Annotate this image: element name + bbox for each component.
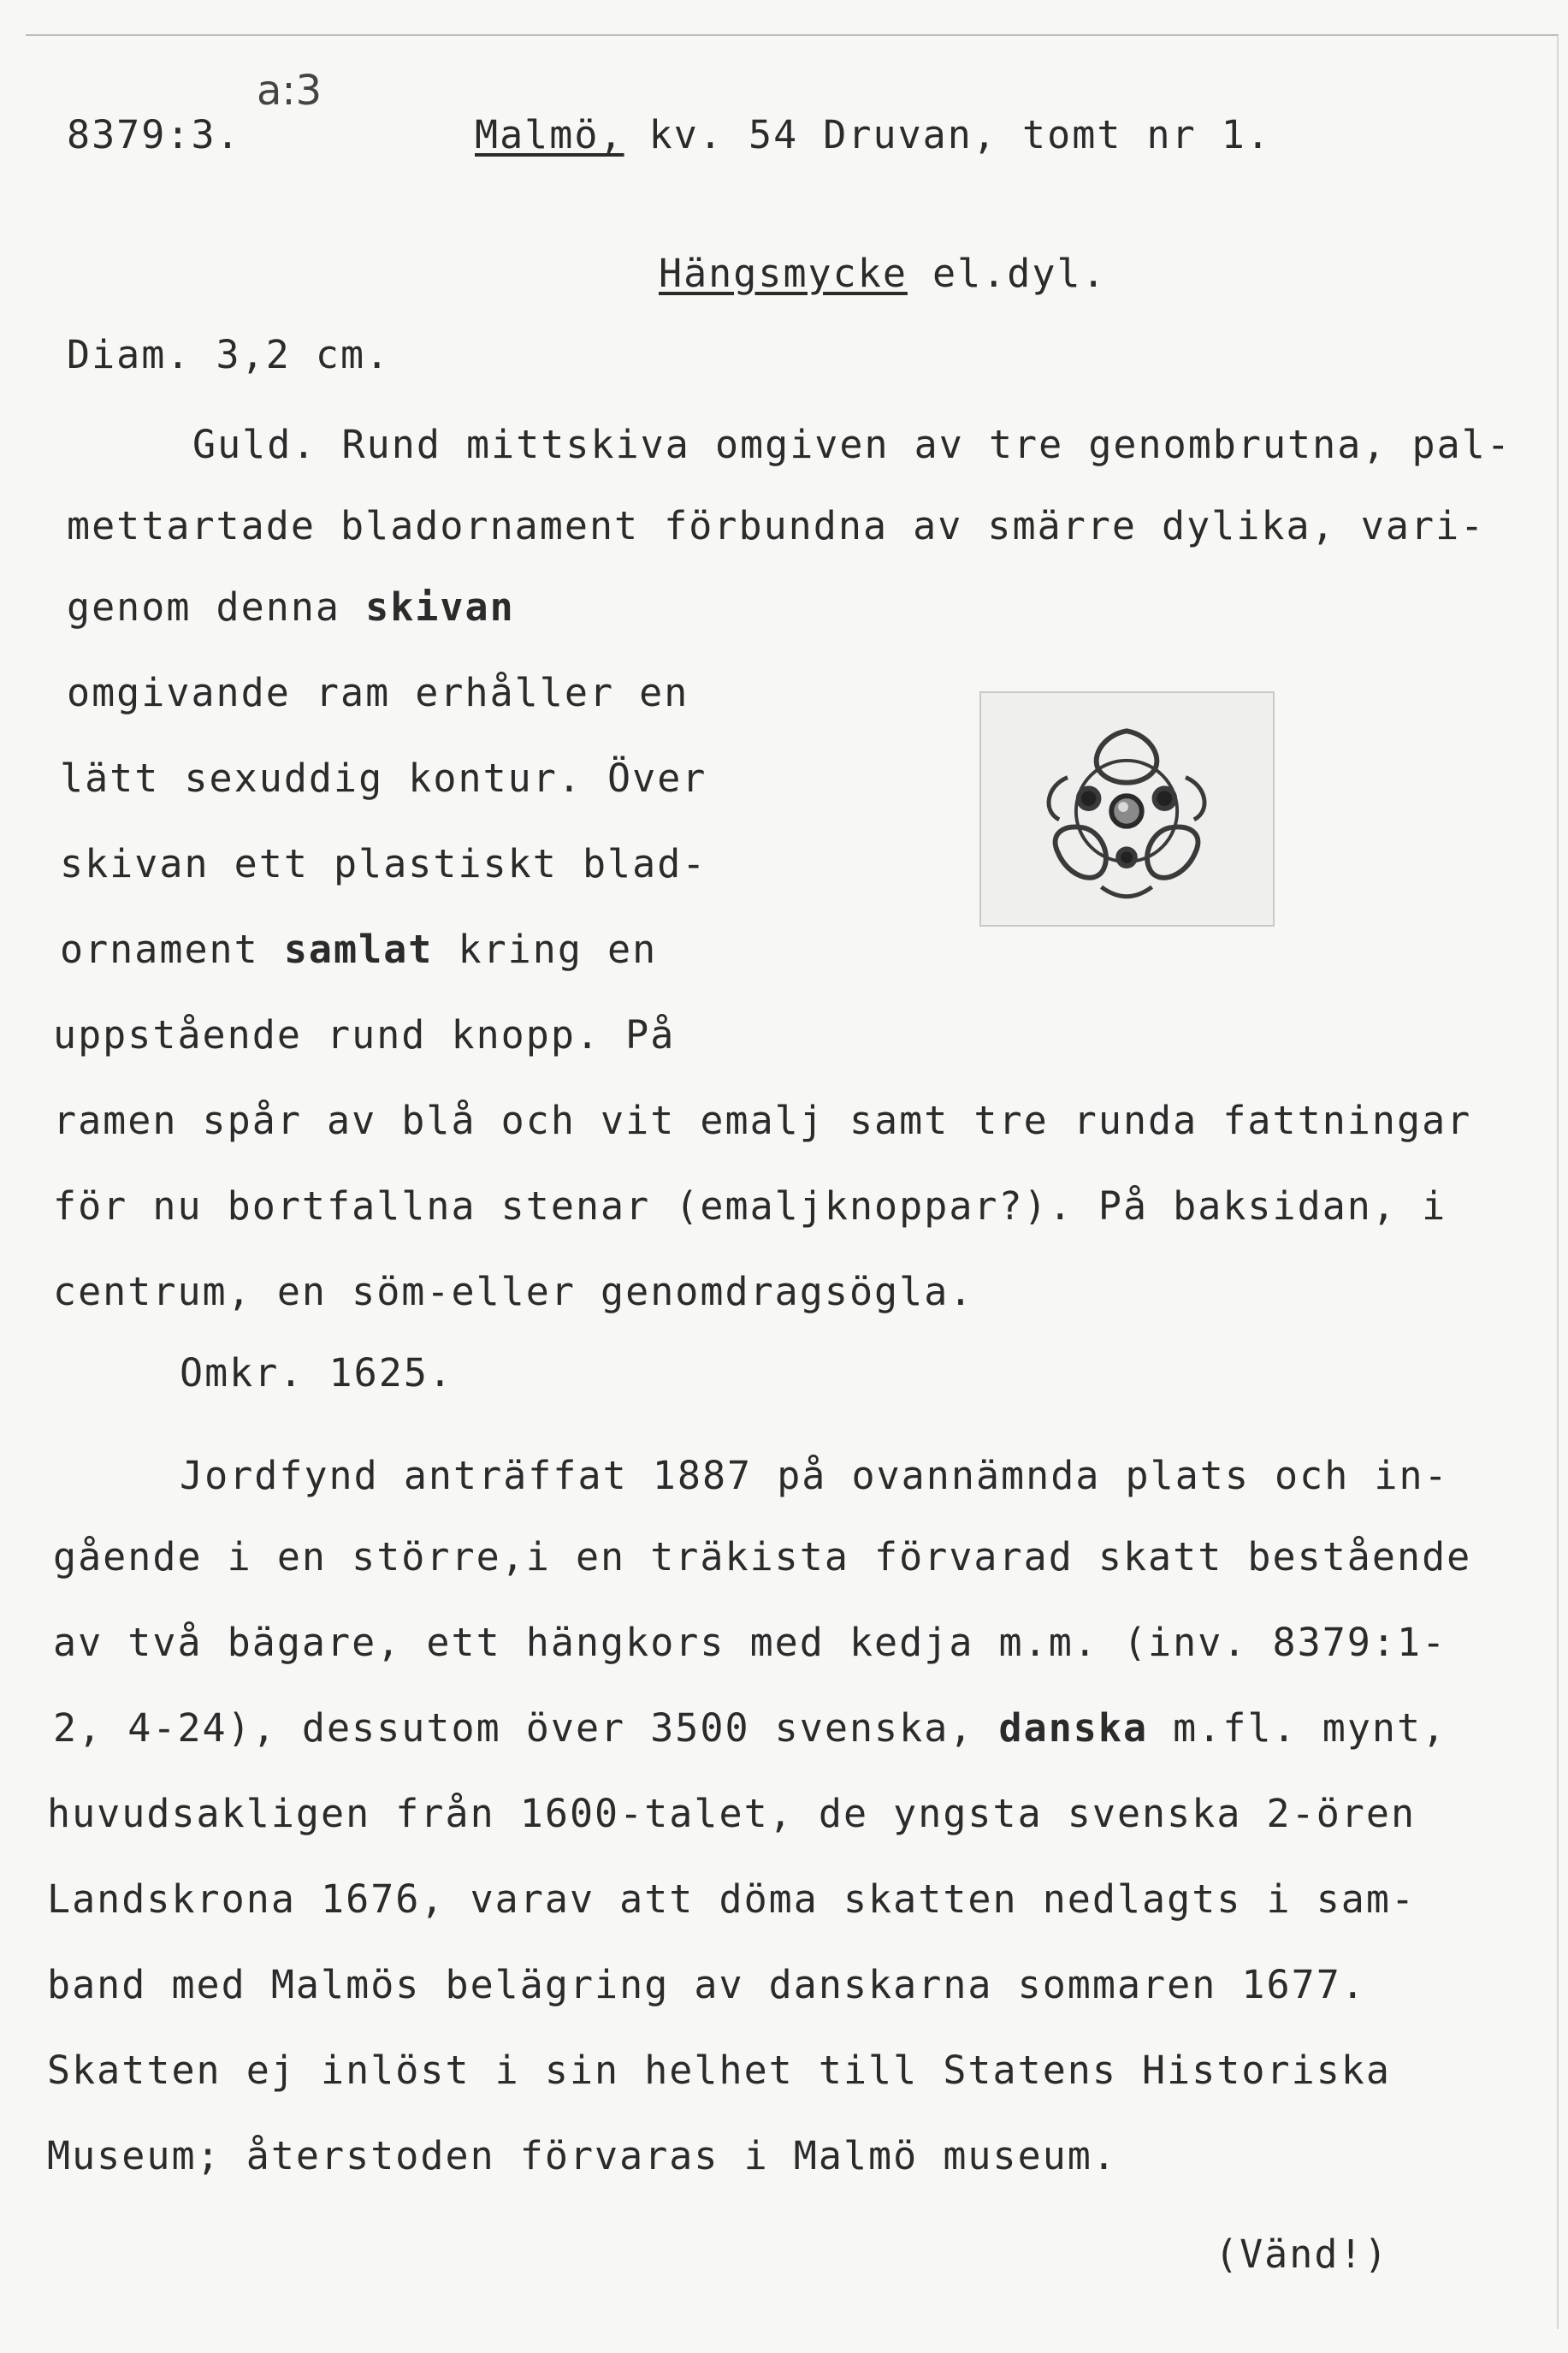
text-line: Guld. Rund mittskiva omgiven av tre genombrutna, pal- [192,422,1512,467]
handwritten-note: a:3 [257,67,322,115]
object-title [659,248,1107,299]
text-line: omgivande ram erhåller en [67,670,689,715]
dating: Omkr. 1625. [180,1350,454,1396]
text-line: band med Malmös belägring av danskarna sommaren 1677. [47,1962,1366,2007]
object-name: Hängsmycke [659,251,908,296]
text-line [53,1703,1447,1754]
place-rest: kv. 54 Druvan, tomt nr 1. [648,112,1271,157]
text-segment: ornament [60,927,259,972]
diameter: Diam. 3,2 cm. [67,332,391,377]
pendant-photo [979,691,1275,927]
text-line: gående i en större,i en träkista förvarad skatt bestående [53,1534,1472,1580]
pendant-photo-icon [981,693,1273,925]
catalog-number: 8379:3. [67,112,241,157]
place-city: Malmö, [475,112,624,157]
text-segment-bold: danska [998,1705,1149,1751]
text-line: Museum; återstoden förvaras i Malmö museum. [47,2133,1117,2178]
text-line: lätt sexuddig kontur. Över [60,756,707,801]
text-line: för nu bortfallna stenar (emaljknoppar?). På baksidan, i [53,1183,1447,1229]
text-line: ramen spår av blå och vit emalj samt tre runda fattningar [53,1098,1472,1143]
text-segment: genom denna [67,584,341,630]
text-segment: m.fl. mynt, [1173,1705,1447,1751]
find-place [475,110,1271,161]
text-line: Jordfynd anträffat 1887 på ovannämnda plats och in- [180,1453,1449,1498]
text-line: av två bägare, ett hängkors med kedja m.m. (inv. 8379:1- [53,1620,1447,1665]
text-line: Landskrona 1676, varav att döma skatten nedlagts i sam- [47,1876,1417,1922]
text-segment: 2, 4-24), dessutom över 3500 svenska, [53,1705,974,1751]
text-line: mettartade bladornament förbundna av smärre dylika, vari- [67,503,1486,548]
text-line [67,582,515,633]
text-line: skivan ett plastiskt blad- [60,841,707,886]
text-line: uppstående rund knopp. På [53,1012,676,1058]
object-name-rest: el.dyl. [932,251,1107,296]
text-line: huvudsakligen från 1600-talet, de yngsta svenska 2-ören [47,1791,1417,1836]
text-line [60,924,657,975]
text-segment-bold: skivan [365,584,515,630]
text-line: centrum, en söm-eller genomdragsögla. [53,1269,974,1314]
text-segment-bold: samlat [283,927,434,972]
text-segment: kring en [458,927,658,972]
turn-over-note: (Vänd!) [1215,2231,1389,2277]
text-line: Skatten ej inlöst i sin helhet till Statens Historiska [47,2048,1391,2093]
